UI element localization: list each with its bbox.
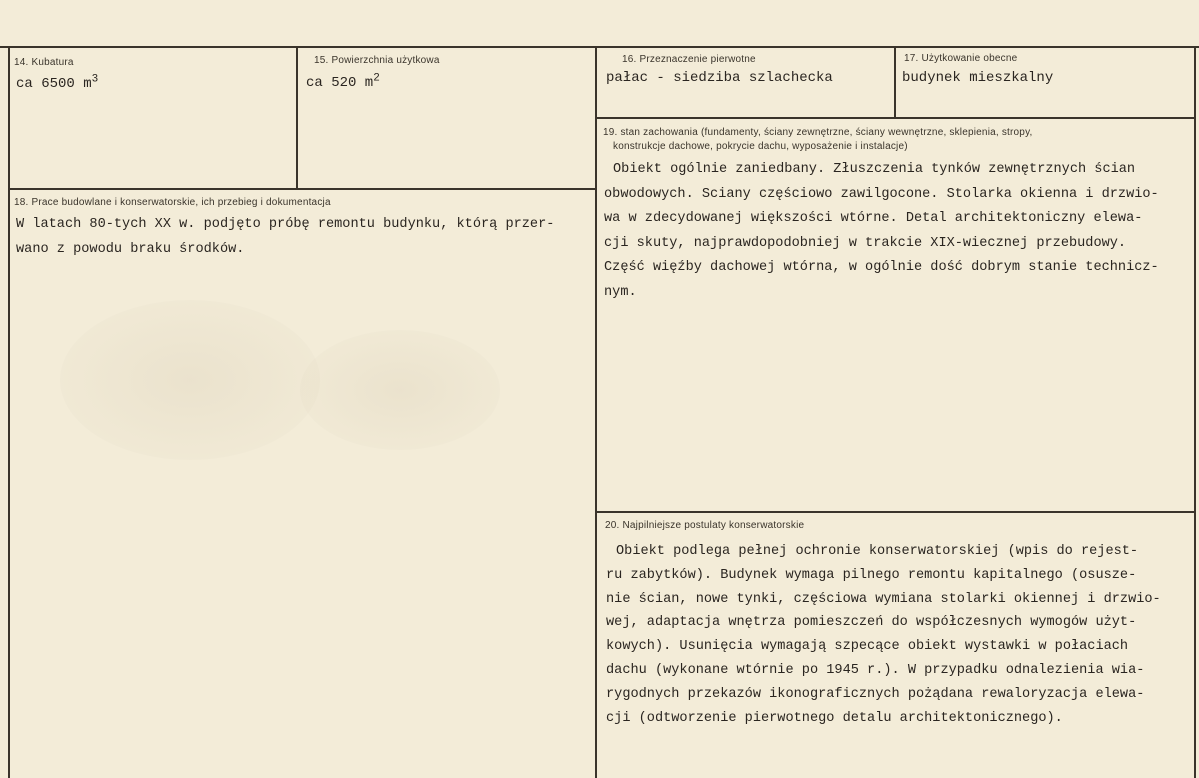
center-rule xyxy=(595,46,597,778)
text-line: obwodowych. Sciany częściowo zawilgocone. Stolarka okienna i drzwio- xyxy=(604,186,1159,202)
text-line: wa w zdecydowanej większości wtórne. Detal architektoniczny elewa- xyxy=(604,211,1143,227)
paper-stain xyxy=(300,330,500,450)
text-line: wano z powodu braku środków. xyxy=(16,242,245,257)
divider-16-17 xyxy=(894,46,896,118)
field-17-label: 17. Użytkowanie obecne xyxy=(904,53,1018,64)
field-18-text xyxy=(16,212,554,262)
field-19-text xyxy=(604,158,1159,306)
field-14-label: 14. Kubatura xyxy=(14,57,74,68)
rule-below-19 xyxy=(596,511,1196,513)
field-14-value xyxy=(16,73,99,92)
text-line: wej, adaptacja wnętrza pomieszczeń do współczesnych wymogów użyt- xyxy=(606,615,1137,631)
field-20-text xyxy=(606,540,1161,730)
text-line: Obiekt podlega pełnej ochronie konserwatorskiej (wpis do rejest- xyxy=(616,544,1139,559)
text-line: dachu (wykonane wtórnie po 1945 r.). W przypadku odnalezienia wia- xyxy=(606,662,1145,678)
field-19-label-line: 19. stan zachowania (fundamenty, ściany zewnętrzne, ściany wewnętrzne, sklepienia, stropy, xyxy=(603,127,1033,138)
field-17-value: budynek mieszkalny xyxy=(902,70,1054,86)
top-rule xyxy=(0,46,1199,48)
paper-stain xyxy=(60,300,320,460)
text-line: W latach 80-tych XX w. podjęto próbę remontu budynku, którą przer- xyxy=(16,217,555,232)
field-16-value: pałac - siedziba szlachecka xyxy=(606,70,833,86)
right-rule xyxy=(1194,46,1196,778)
rule-below-16-17 xyxy=(596,117,1196,119)
field-20-label: 20. Najpilniejsze postulaty konserwatorskie xyxy=(605,520,805,531)
field-14-value-text: ca 6500 m xyxy=(16,76,92,92)
text-line: nym. xyxy=(604,284,637,300)
field-19-label-line: konstrukcje dachowe, pokrycie dachu, wyposażenie i instalacje) xyxy=(613,141,908,152)
field-18-label: 18. Prace budowlane i konserwatorskie, ich przebieg i dokumentacja xyxy=(14,197,331,208)
field-19-label xyxy=(603,126,1033,154)
text-line: cji skuty, najprawdopodobniej w trakcie XIX-wiecznej przebudowy. xyxy=(604,235,1127,251)
field-15-value-text: ca 520 m xyxy=(306,75,374,91)
left-rule xyxy=(8,46,10,778)
field-15-unit-exponent: 2 xyxy=(373,72,380,85)
divider-14-15 xyxy=(296,46,298,188)
text-line: Obiekt ogólnie zaniedbany. Złuszczenia tynków zewnętrznych ścian xyxy=(613,162,1136,177)
rule-below-14-15 xyxy=(8,188,596,190)
text-line: rygodnych przekazów ikonograficznych pożądana rewaloryzacja elewa- xyxy=(606,686,1145,702)
field-16-label: 16. Przeznaczenie pierwotne xyxy=(622,54,756,65)
text-line: ru zabytków). Budynek wymaga pilnego remontu kapitalnego (osusze- xyxy=(606,567,1137,583)
text-line: Część więźby dachowej wtórna, w ogólnie dość dobrym stanie technicz- xyxy=(604,260,1159,276)
field-15-value xyxy=(306,72,380,91)
field-15-label: 15. Powierzchnia użytkowa xyxy=(314,55,440,66)
text-line: kowych). Usunięcia wymagają szpecące obiekt wystawki w połaciach xyxy=(606,639,1129,655)
field-14-unit-exponent: 3 xyxy=(91,73,99,86)
text-line: nie ścian, nowe tynki, częściowa wymiana stolarki okiennej i drzwio- xyxy=(606,591,1161,607)
text-line: cji (odtworzenie pierwotnego detalu architektonicznego). xyxy=(606,710,1063,726)
